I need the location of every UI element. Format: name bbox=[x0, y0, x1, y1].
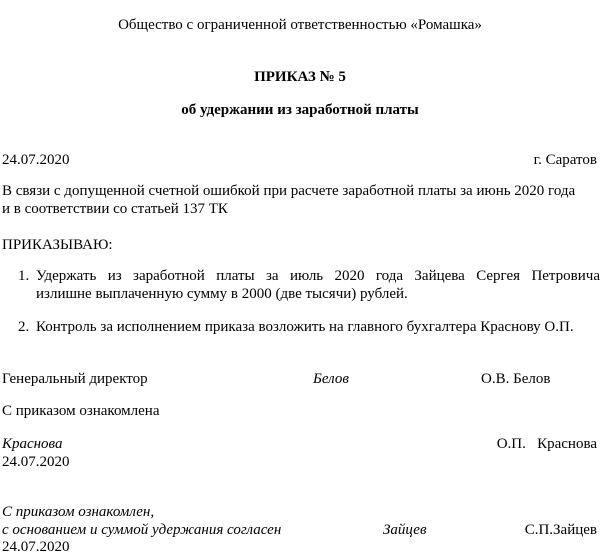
order-city: г. Саратов bbox=[533, 152, 597, 168]
accountant-signature: Краснова bbox=[2, 436, 63, 452]
item-number: 2. bbox=[18, 319, 30, 335]
employee-signature: Зайцев bbox=[383, 522, 427, 538]
employee-name: С.П.Зайцев bbox=[524, 522, 597, 538]
director-name: О.В. Белов bbox=[481, 371, 551, 387]
item-number: 1. bbox=[18, 268, 30, 284]
order-command: ПРИКАЗЫВАЮ: bbox=[2, 237, 113, 253]
order-date: 24.07.2020 bbox=[2, 152, 70, 168]
employee-date: 24.07.2020 bbox=[2, 539, 70, 555]
item-text-line-1: Контроль за исполнением приказа возложить на главного бухгалтера Краснову О.П. bbox=[36, 319, 574, 335]
accountant-name: О.П. Краснова bbox=[496, 436, 597, 452]
organization-name: Общество с ограниченной ответственностью «Ромашка» bbox=[118, 17, 482, 33]
acquaintance-employee-line-1: С приказом ознакомлен, bbox=[2, 504, 155, 520]
order-title: ПРИКАЗ № 5 bbox=[254, 69, 346, 85]
item-text-line-2: излишне выплаченную сумму в 2000 (две тысячи) рублей. bbox=[36, 286, 408, 302]
director-position: Генеральный директор bbox=[2, 371, 148, 387]
preamble-line-2: и в соответствии со статьей 137 ТК bbox=[2, 201, 228, 217]
preamble-line-1: В связи с допущенной счетной ошибкой при расчете заработной платы за июнь 2020 года bbox=[2, 183, 576, 199]
acquaintance-accountant-label: С приказом ознакомлена bbox=[2, 403, 160, 419]
item-text-line-1: Удержать из заработной платы за июль 2020 года Зайцева Сергея Петровича bbox=[36, 268, 600, 284]
accountant-date: 24.07.2020 bbox=[2, 454, 70, 470]
order-subtitle: об удержании из заработной платы bbox=[181, 102, 419, 118]
director-signature: Белов bbox=[313, 371, 349, 387]
acquaintance-employee-line-2: с основанием и суммой удержания согласен bbox=[2, 522, 282, 538]
